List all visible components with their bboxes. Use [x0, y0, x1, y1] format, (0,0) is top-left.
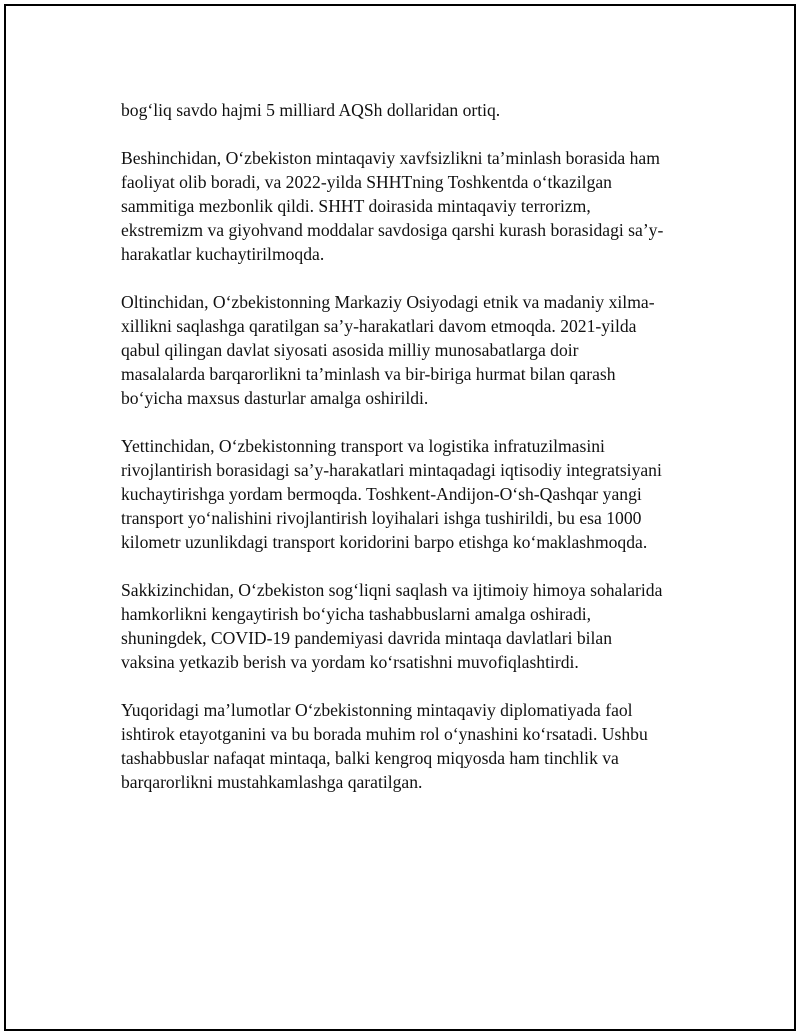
paragraph-regional-security: Beshinchidan, O‘zbekiston mintaqaviy xavfsizlikni ta’minlash borasida ham faoliyat olib boradi, va 2022-yilda SHHTning Toshkentda o‘tkazilgan sammitiga mezbonlik qildi. SHHT doirasida mintaqaviy terrorizm, ekstremizm va giyohvand moddalar savdosiga qarshi kurash borasidagi sa’y- harakatlar kuchaytirilmoqda.: [121, 148, 664, 264]
document-page: [4, 4, 796, 1031]
paragraph-ethnic-diversity: Oltinchidan, O‘zbekistonning Markaziy Osiyodagi etnik va madaniy xilma- xillikni saqlashga qaratilgan sa’y-harakatlari davom etmoqda. 2021-yilda qabul qilingan davlat siyosati asosida milliy munosabatlarga doir masalalarda barqarorlikni ta’minlash va bir-biriga hurmat bilan qarash bo‘yicha maxsus dasturlar amalga oshirildi.: [121, 292, 655, 408]
paragraph-health-cooperation: Sakkizinchidan, O‘zbekiston sog‘liqni saqlash va ijtimoiy himoya sohalarida hamkorlikni kengaytirish bo‘yicha tashabbuslarni amalga oshiradi, shuningdek, COVID-19 pandemiyasi davrida mintaqa davlatlari bilan vaksina yetkazib berish va yordam ko‘rsatishni muvofiqlashtirdi.: [121, 580, 663, 672]
paragraph-transport-logistics: Yettinchidan, O‘zbekistonning transport va logistika infratuzilmasini rivojlantirish borasidagi sa’y-harakatlari mintaqadagi iqtisodiy integratsiyani kuchaytirishga yordam bermoqda. Toshkent-Andijon-O‘sh-Qashqar yangi transport yo‘nalishini rivojlantirish loyihalari ishga tushirildi, bu esa 1000 kilometr uzunlikdagi transport koridorini barpo etishga ko‘maklashmoqda.: [121, 436, 662, 552]
page-body: [121, 98, 711, 818]
paragraph-trade-volume: bog‘liq savdo hajmi 5 milliard AQSh dollaridan ortiq.: [121, 100, 501, 120]
paragraph-conclusion: Yuqoridagi ma’lumotlar O‘zbekistonning mintaqaviy diplomatiyada faol ishtirok etayotganini va bu borada muhim rol o‘ynashini ko‘rsatadi. Ushbu tashabbuslar nafaqat mintaqa, balki kengroq miqyosda ham tinchlik va barqarorlikni mustahkamlashga qaratilgan.: [121, 700, 648, 792]
